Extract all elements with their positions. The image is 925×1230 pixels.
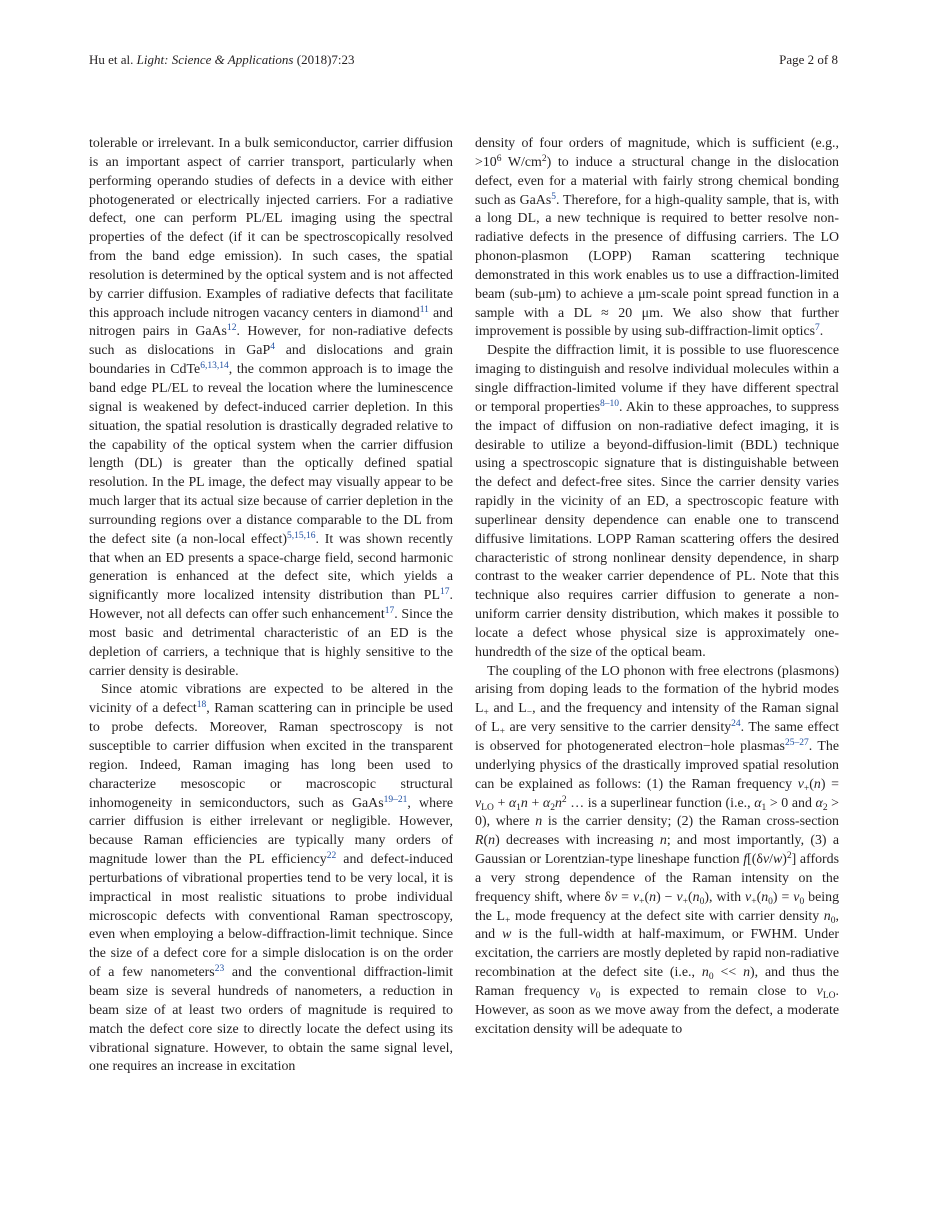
citation-link[interactable]: 7 xyxy=(815,323,820,334)
left-column xyxy=(89,135,453,1077)
right-paragraph-2: Despite the diffraction limit, it is possible to use fluorescence imaging to distinguish and resolve individual molecules within a single diffraction-limited volume if they have different spectral or temporal properties$^{8-10}$. Akin to these approaches, to suppress the impact of diffusion on non-radiative defect imaging, it is desirable to utilize a beyond-diffusion-limit (BDL) technique using a spectroscopic signature that is distinguishable between the defect and defect-free sites. Since the carrier density varies rapidly in the vicinity of an ED, a spectroscopic feature with superlinear density dependence can enable one to transcend diffusive limitations. LOPP Raman scattering offers the desired characteristic of strong nonlinear density dependence, in sharp contrast to the weaker carrier dependence of PL. Note that this technique also requires carrier diffusion to generate a non-uniform carrier density distribution, which makes it possible to locate a defect whose physical size is approximately one-hundredth of the size of the optical beam. xyxy=(475,343,840,660)
header-page-number: Page 2 of 8 xyxy=(779,52,838,67)
left-paragraph-1: tolerable or irrelevant. In a bulk semiconductor, carrier diffusion is an important aspect of carrier transport, particularly when performing operando studies of defects in a device with either photogenerated or electrically injected carriers. For a radiative defect, one can perform PL/EL imaging using the spectral properties of the defect (if it can be spectroscopically resolved from the band edge emission). In such cases, the spatial resolution is determined by the optical system and is not affected by carrier diffusion. Examples of radiative defects that facilitate this approach include nitrogen vacancy centers in diamond$^{11}$ and nitrogen pairs in GaAs$^{12}$. However, for non-radiative defects such as dislocations in GaP$^4$ and dislocations and grain boundaries in CdTe$^{6,13,14}$, the common approach is to image the band edge PL/EL to reveal the location where the luminescence signal is weakened by defect-induced carrier depletion. In this situation, the spatial resolution is drastically degraded relative to the capability of the optical system when the carrier diffusion length (DL) is greater than the optically defined spatial resolution. In the PL image, the defect may visually appear to be much larger that its actual size because of carrier depletion in the surrounding regions over a distance comparable to the DL from the defect site (a non-local effect)$^{5,15,16}$. It was shown recently that when an ED presents a space-charge field, second harmonic generation is enhanced at the defect site, which yields a significantly more localized intensity distribution than PL$^{17}$. However, not all defects can offer such enhancement$^{17}$. Since the most basic and detrimental characteristic of an ED is the depletion of carriers, a technique that is highly sensitive to the carrier density is desirable. xyxy=(89,136,454,679)
citation-link[interactable]: 19–21 xyxy=(383,794,408,805)
citation-link[interactable]: 24 xyxy=(731,719,741,730)
citation-link[interactable]: 6,13,14 xyxy=(200,361,229,372)
right-paragraph-3: The coupling of the LO phonon with free electrons (plasmons) arising from doping leads to the formation of the hybrid modes $L_+$ and $L_-$, and the frequency and intensity of the Raman signal of $L_+$ are very sensitive to the carrier density$^{24}$. The same effect is observed for photogenerated electron−hole plasmas$^{25-27}$. The underlying physics of the drastically improved spatial resolution can be explained as follows: (1) the Raman frequency $\nu_+(n) = \nu_{LO} + \alpha_1n + \alpha_2n^2$ … is a superlinear function (i.e., $\alpha_1 > 0$ and $\alpha_2 > 0$), where n is the carrier density; (2) the Raman cross-section R(n) decreases with increasing n; and most importantly, (3) a Gaussian or Lorentzian-type lineshape function $f[(\delta\nu/w)^2]$ affords a very strong dependence of the Raman intensity on the frequency shift, where $\delta\nu = \nu_+(n) - \nu_+(n_0)$, with $\nu_+(n_0) = \nu_0$ being the $L_+$ mode frequency at the defect site with carrier density $n_0$, and w is the full-width at half-maximum, or FWHM. Under excitation, the carriers are mostly depleted by rapid non-radiative recombination at the defect site (i.e., $n_0 << n$), and thus the Raman frequency $\nu_0$ is expected to remain close to $\nu_{LO}$. However, as soon as we move away from the defect, a moderate excitation density will be adequate to xyxy=(475,663,840,1037)
citation-link[interactable]: 17 xyxy=(384,606,395,617)
citation-link[interactable]: 5 xyxy=(551,191,556,202)
citation-link[interactable]: 8–10 xyxy=(600,398,620,409)
citation-link[interactable]: 11 xyxy=(419,304,429,315)
running-header xyxy=(89,52,838,68)
header-citation xyxy=(89,52,355,68)
body-columns xyxy=(89,135,839,1077)
header-year-volume: (2018)7:23 xyxy=(296,52,355,67)
right-column xyxy=(475,135,839,1077)
citation-link[interactable]: 18 xyxy=(196,700,207,711)
left-paragraph-2: Since atomic vibrations are expected to be altered in the vicinity of a defect$^{18}$, Raman scattering can in principle be used to probe defects. Moreover, Raman spectroscopy is not susceptible to carrier diffusion when excited in the transparent region. Indeed, Raman imaging has long been used to characterize mesoscopic or macroscopic structural inhomogeneity in semiconductors, such as GaAs$^{19-21}$, where carrier diffusion is either irrelevant or negligible. However, because Raman efficiencies are typically many orders of magnitude lower than the PL efficiency$^{22}$ and defect-induced perturbations of vibrational properties tend to be very local, it is impractical in most realistic situations to probe individual microscopic defects with conventional Raman spectroscopy, even when employing a below-diffraction-limit technique. Since the size of a defect core for a simple dislocation is on the order of a few nanometers$^{23}$ and the conventional diffraction-limit beam size is several hundreds of nanometers, a reduction in beam size of at least two orders of magnitude is required to match the defect core size to directly locate the defect using its vibrational signature. However, to obtain the same signal level, one requires an increase in excitation xyxy=(89,682,453,1075)
header-authors: Hu et al. xyxy=(89,52,134,67)
citation-link[interactable]: 5,15,16 xyxy=(287,530,316,541)
citation-link[interactable]: 17 xyxy=(440,587,450,598)
citation-link[interactable]: 22 xyxy=(326,851,337,862)
citation-link[interactable]: 4 xyxy=(270,342,275,353)
citation-link[interactable]: 12 xyxy=(226,323,237,334)
citation-link[interactable]: 25–27 xyxy=(784,738,809,748)
right-paragraph-1: density of four orders of magnitude, which is sufficient (e.g., $>10^6$ $W/cm^2$) to induce a structural change in the dislocation defect, even for a material with fairly strong chemical bonding such as GaAs$^5$. Therefore, for a high-quality sample, that is, with a long DL, a new technique is required to better resolve non-radiative defects in the presence of diffusing carriers. The LO phonon-plasmon (LOPP) Raman scattering technique demonstrated in this work enables us to use a diffraction-limited beam (sub-μm) to achieve a μm-scale point spread function in a sample with a DL ≈ 20 μm. We also show that further improvement is possible by using sub-diffraction-limit optics$^7$. xyxy=(475,136,839,340)
header-journal: Light: Science & Applications xyxy=(136,52,294,67)
citation-link[interactable]: 23 xyxy=(214,964,225,975)
